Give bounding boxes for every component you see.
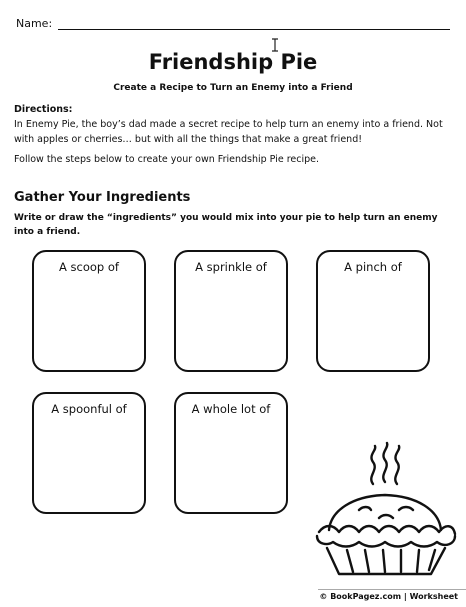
directions-text: In Enemy Pie, the boy’s dad made a secret recipe to help turn an enemy into a friend. Not with apples or cherries… but with all the things that make a great friend! xyxy=(14,119,443,145)
ingredient-box-whole-lot[interactable] xyxy=(174,392,288,514)
ingredient-label: A scoop of xyxy=(59,260,119,274)
ingredient-box-scoop[interactable] xyxy=(32,250,146,372)
footer-credit: © BookPagez.com | Worksheet xyxy=(319,592,458,601)
directions-label: Directions: xyxy=(14,104,73,115)
name-label: Name: xyxy=(16,17,53,30)
ingredient-box-sprinkle[interactable] xyxy=(174,250,288,372)
gather-instruction: Write or draw the “ingredients” you would mix into your pie to help turn an enemy into a friend. xyxy=(14,213,438,237)
page-subtitle: Create a Recipe to Turn an Enemy into a Friend xyxy=(113,83,353,93)
page-title: Friendship Pie xyxy=(148,50,318,74)
name-input-line[interactable] xyxy=(58,29,450,30)
ingredient-label: A whole lot of xyxy=(191,402,271,416)
ingredient-label: A spoonful of xyxy=(51,402,127,416)
ingredient-label: A pinch of xyxy=(344,260,402,274)
ingredient-box-pinch[interactable] xyxy=(316,250,430,372)
directions-follow-text: Follow the steps below to create your own Friendship Pie recipe. xyxy=(14,154,319,165)
footer-rule xyxy=(318,589,466,590)
ingredient-box-spoonful[interactable] xyxy=(32,392,146,514)
gather-heading: Gather Your Ingredients xyxy=(14,190,191,205)
pie-illustration xyxy=(305,440,465,580)
ingredient-label: A sprinkle of xyxy=(195,260,267,274)
